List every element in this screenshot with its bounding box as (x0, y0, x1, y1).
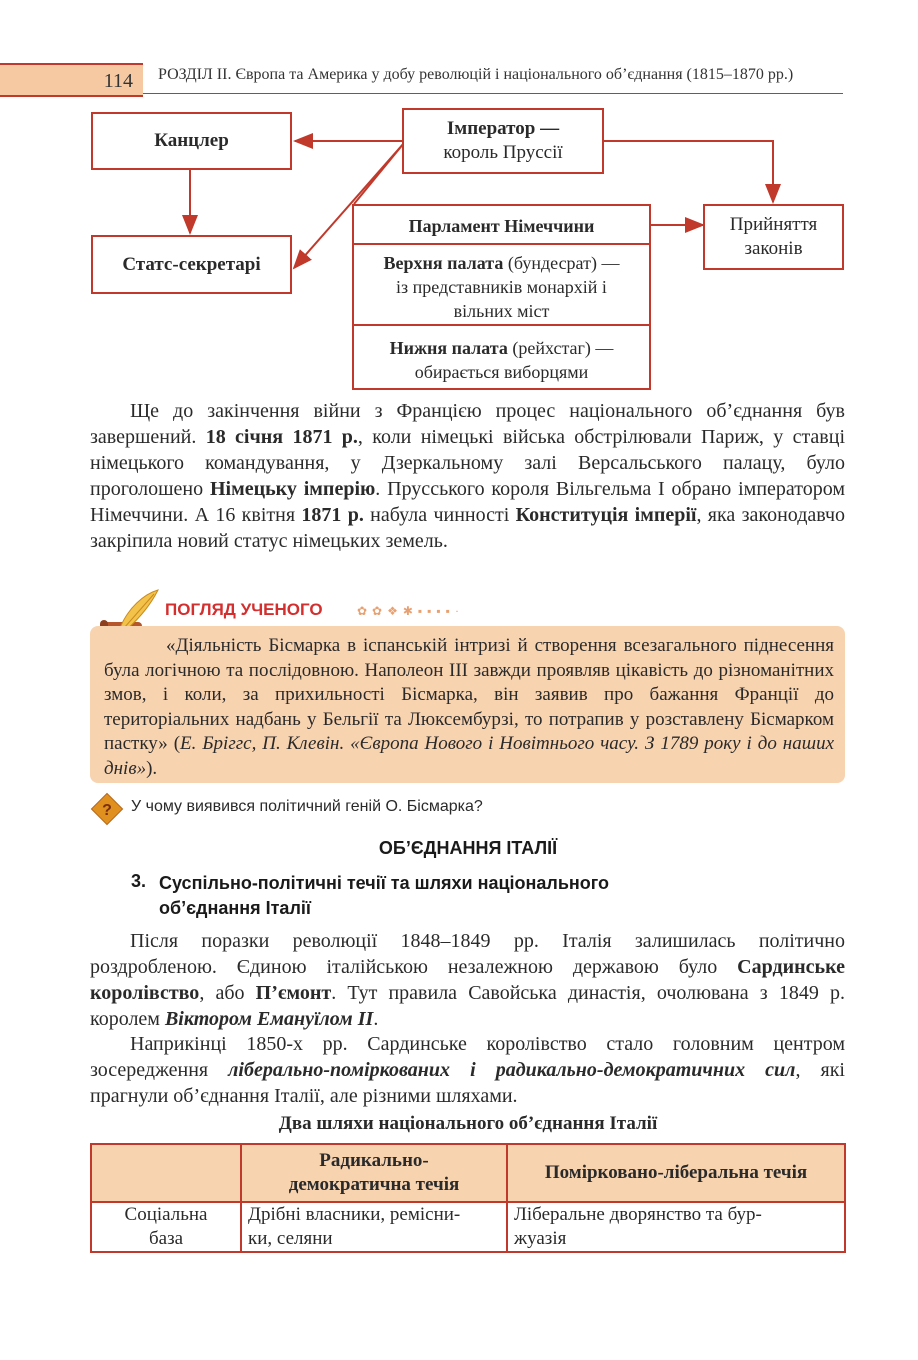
line-emperor-parliament (354, 143, 404, 204)
upper-chamber-line3: вільних міст (453, 301, 550, 321)
laws-line2: законів (744, 238, 803, 259)
header-cell-radical: Радикально- демократична течія (241, 1144, 507, 1202)
svg-text:?: ? (102, 802, 112, 819)
parliament-title: Парламент Німеччини (408, 216, 595, 236)
upper-chamber-name: Верхня палата (383, 253, 504, 273)
laws-box (703, 204, 844, 270)
italy-paths-table (90, 1143, 846, 1253)
chancellor-box (91, 112, 292, 170)
scholar-heading: ПОГЛЯД УЧЕНОГО (165, 600, 323, 619)
running-header: РОЗДІЛ ІІ. Європа та Америка у добу революцій і національного об’єднання (1815–1870 рр.) (158, 66, 794, 83)
table-row (91, 1202, 845, 1252)
page-number: 114 (103, 70, 133, 92)
lower-chamber-name: Нижня палата (389, 338, 508, 358)
upper-chamber-desc: (бундесрат) — (503, 253, 620, 273)
lower-chamber-desc: (рейхстаг) — (507, 338, 614, 358)
emperor-title: Імператор — (446, 118, 560, 139)
subsection-number: 3. (131, 871, 147, 891)
subsection-title: Суспільно-політичні течії та шляхи національного об’єднання Італії (159, 873, 610, 918)
section-title: ОБ’ЄДНАННЯ ІТАЛІЇ (378, 838, 558, 858)
parliament-box (352, 204, 651, 390)
emperor-box (402, 108, 604, 174)
question-diamond-icon (90, 792, 124, 826)
row-liberal-cell: Ліберальне дворянство та бур- жуазія (507, 1202, 845, 1252)
paragraph-german-empire: Ще до закінчення війни з Францією процес національного об’єднання був завершений. 18 січня 1871 р., коли німецькі війська обстрілювали Париж, у ставці німецького командування, у Дзеркальному залі Версальського палацу, було проголошено Німецьку імперію. Прусського короля Вільгельма I обрано імператором Німеччини. А 16 квітня 1871 р. набула чинності Конституція імперії, яка законодавчо закріпила новий статус німецьких земель. (90, 400, 846, 552)
lower-chamber (354, 336, 649, 384)
ornament-dots-icon: ✿ ✿ ❖ ✱ ▪ ▪ ▪ ▪ · (357, 604, 460, 618)
chamber-divider (354, 324, 649, 326)
scholar-quote: «Діяльність Бісмарка в іспанській інтризі й створення всезагального піднесення була логічною та послідовною. Наполеон III завжди проявляв цікавість до різноманітних змов, і коли, за прихильності Бісмарка, він заявив про бажання Франції до територіальних надбань у Бельгії та Люксембурзі, то потрапив у розставлену Бісмарком пастку» (Е. Бріггс, П. Клевін. «Європа Нового і Новітнього часу. З 1789 року і до наших днів»). (104, 635, 834, 779)
secretaries-label: Статс-секретарі (122, 253, 261, 275)
row-label-cell: Соціальна база (91, 1202, 241, 1252)
upper-chamber (354, 251, 649, 323)
laws-line1: Прийняття (729, 214, 818, 235)
upper-chamber-line2: із представників монархій і (396, 277, 607, 297)
lower-chamber-line2: обирається виборцями (414, 362, 589, 382)
row-radical-cell: Дрібні власники, ремісни- ки, селяни (241, 1202, 507, 1252)
arrow-emperor-laws (604, 141, 773, 202)
emperor-subtitle: король Пруссії (443, 142, 563, 163)
parliament-divider (354, 243, 649, 245)
paragraph-forces: Наприкінці 1850-х рр. Сардинське королівство стало головним центром зосередження ліберально-поміркованих і радикально-демократичних сил, які прагнули об’єднання Італії, але різними шляхами. (90, 1033, 845, 1107)
paragraph-piedmont: Після поразки революції 1848–1849 рр. Італія залишилась політично роздробленою. Єдиною італійською незалежною державою було Сардинське королівство, або П’ємонт. Тут правила Савойська династія, очолювана з 1849 р. королем Віктором Емануїлом II. (90, 930, 845, 1030)
table-caption: Два шляхи національного об’єднання Італії (278, 1113, 658, 1134)
header-cell-empty (91, 1144, 241, 1202)
table-header-row (91, 1144, 845, 1202)
chancellor-label: Канцлер (154, 130, 229, 151)
header-cell-liberal: Помірковано-ліберальна течія (507, 1144, 845, 1202)
question-text: У чому виявився політичний геній О. Бісмарка? (131, 798, 483, 815)
secretaries-box (91, 235, 292, 294)
